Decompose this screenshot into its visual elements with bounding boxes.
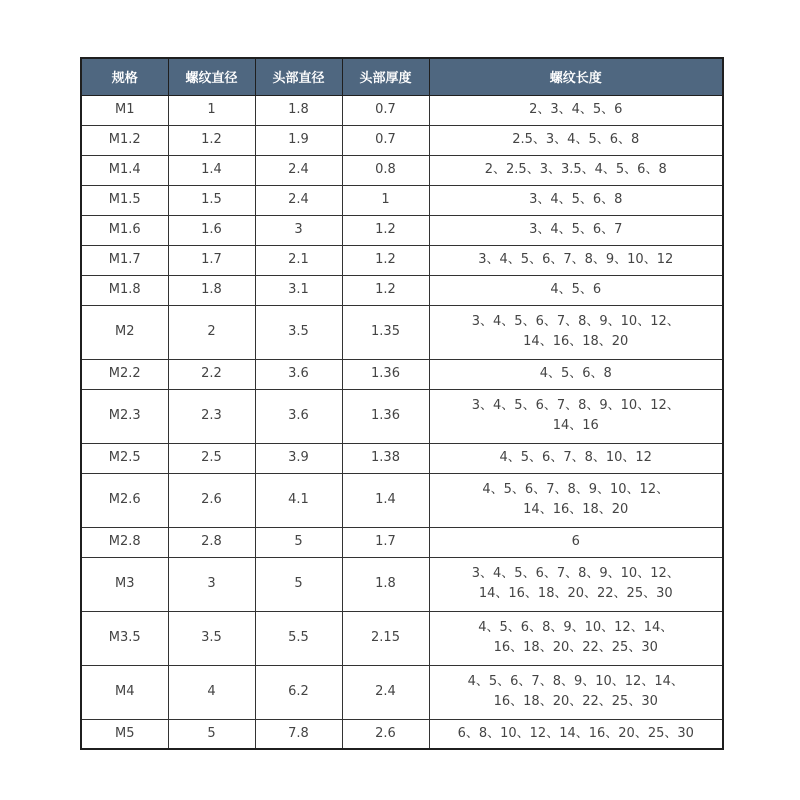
cell-thread-length [429,359,723,389]
cell-spec: M2.3 [81,389,168,443]
thread-length-text: 4、5、6、8 [539,366,612,381]
cell-head-thickness: 1.2 [342,275,429,305]
thread-length-text: 3、4、5、6、7、8、9、10、12 [478,252,674,267]
cell-head-diameter: 3.6 [255,359,342,389]
cell-thread-diameter: 2.8 [168,527,255,557]
cell-spec: M1.8 [81,275,168,305]
cell-head-thickness: 1.2 [342,215,429,245]
cell-head-diameter: 3.9 [255,443,342,473]
cell-head-diameter: 2.1 [255,245,342,275]
thread-length-text: 3、4、5、6、7、8、9、10、12、 14、16、18、20、22、25、30 [471,566,680,601]
cell-head-thickness: 1.38 [342,443,429,473]
header-thread-diameter: 螺纹直径 [168,58,255,95]
cell-thread-length [429,305,723,359]
cell-thread-diameter: 2.2 [168,359,255,389]
cell-thread-diameter: 3 [168,557,255,611]
cell-head-thickness: 0.8 [342,155,429,185]
table-row [81,557,723,611]
cell-spec: M2 [81,305,168,359]
cell-thread-length [429,611,723,665]
header-head-thickness: 头部厚度 [342,58,429,95]
cell-head-thickness: 2.4 [342,665,429,719]
cell-head-diameter: 5 [255,527,342,557]
cell-head-diameter: 3.1 [255,275,342,305]
table-row [81,185,723,215]
cell-head-diameter: 5.5 [255,611,342,665]
cell-head-diameter: 1.9 [255,125,342,155]
thread-length-text: 4、5、6、7、8、9、10、12、14、 16、18、20、22、25、30 [467,674,684,709]
thread-length-text: 3、4、5、6、8 [529,192,623,207]
cell-head-diameter: 2.4 [255,155,342,185]
cell-spec: M1.7 [81,245,168,275]
cell-head-diameter: 4.1 [255,473,342,527]
cell-thread-diameter: 4 [168,665,255,719]
cell-thread-length [429,665,723,719]
cell-thread-length [429,473,723,527]
cell-thread-diameter: 5 [168,719,255,749]
cell-head-thickness: 2.6 [342,719,429,749]
cell-spec: M4 [81,665,168,719]
table-row [81,473,723,527]
cell-spec: M2.8 [81,527,168,557]
cell-head-thickness: 1.2 [342,245,429,275]
cell-head-thickness: 1.8 [342,557,429,611]
thread-length-text: 6 [571,534,580,549]
header-row [81,58,723,95]
table-row [81,389,723,443]
cell-spec: M1.4 [81,155,168,185]
cell-head-thickness: 1.7 [342,527,429,557]
thread-length-text: 4、5、6、7、8、9、10、12、 14、16、18、20 [482,482,670,517]
cell-head-diameter: 3.6 [255,389,342,443]
header-head-diameter: 头部直径 [255,58,342,95]
table-row [81,95,723,125]
header-spec: 规格 [81,58,168,95]
cell-thread-length [429,389,723,443]
cell-spec: M1.5 [81,185,168,215]
cell-head-diameter: 1.8 [255,95,342,125]
cell-thread-length [429,557,723,611]
cell-thread-length [429,125,723,155]
cell-spec: M3.5 [81,611,168,665]
cell-thread-diameter: 2.5 [168,443,255,473]
cell-thread-diameter: 1 [168,95,255,125]
cell-thread-length [429,95,723,125]
cell-spec: M1 [81,95,168,125]
cell-spec: M3 [81,557,168,611]
cell-head-diameter: 3.5 [255,305,342,359]
cell-head-diameter: 6.2 [255,665,342,719]
cell-head-diameter: 3 [255,215,342,245]
thread-length-text: 4、5、6、8、9、10、12、14、 16、18、20、22、25、30 [478,620,674,655]
table-header [81,58,723,95]
cell-head-thickness: 0.7 [342,95,429,125]
cell-head-diameter: 5 [255,557,342,611]
thread-length-text: 3、4、5、6、7、8、9、10、12、 14、16 [471,398,680,433]
thread-length-text: 2.5、3、4、5、6、8 [512,132,640,147]
table-row [81,611,723,665]
thread-length-text: 4、5、6、7、8、10、12 [499,450,652,465]
cell-head-thickness: 1.36 [342,359,429,389]
cell-spec: M1.2 [81,125,168,155]
cell-head-thickness: 0.7 [342,125,429,155]
cell-spec: M1.6 [81,215,168,245]
cell-thread-diameter: 1.6 [168,215,255,245]
cell-thread-diameter: 1.5 [168,185,255,215]
cell-thread-length [429,185,723,215]
cell-thread-diameter: 2.6 [168,473,255,527]
table-row [81,719,723,749]
thread-length-text: 6、8、10、12、14、16、20、25、30 [457,725,694,741]
table-row [81,245,723,275]
cell-thread-length [429,443,723,473]
thread-length-text: 3、4、5、6、7 [529,222,623,237]
cell-thread-diameter: 3.5 [168,611,255,665]
header-thread-length: 螺纹长度 [429,58,723,95]
cell-thread-diameter: 1.4 [168,155,255,185]
cell-head-thickness: 2.15 [342,611,429,665]
cell-spec: M2.5 [81,443,168,473]
cell-head-thickness: 1.35 [342,305,429,359]
cell-thread-length [429,215,723,245]
screw-spec-table [80,57,724,750]
table-row [81,305,723,359]
cell-thread-length [429,719,723,749]
cell-head-thickness: 1.4 [342,473,429,527]
cell-thread-diameter: 1.2 [168,125,255,155]
cell-thread-diameter: 1.7 [168,245,255,275]
thread-length-text: 2、3、4、5、6 [529,102,623,117]
cell-thread-length [429,527,723,557]
table-row [81,125,723,155]
cell-thread-length [429,245,723,275]
table-row [81,527,723,557]
table-row [81,275,723,305]
table-row [81,359,723,389]
cell-spec: M5 [81,719,168,749]
cell-head-thickness: 1.36 [342,389,429,443]
table-body [81,95,723,749]
table-row [81,215,723,245]
cell-thread-diameter: 2 [168,305,255,359]
table-row [81,443,723,473]
cell-spec: M2.2 [81,359,168,389]
cell-thread-diameter: 2.3 [168,389,255,443]
cell-head-diameter: 2.4 [255,185,342,215]
cell-spec: M2.6 [81,473,168,527]
cell-thread-diameter: 1.8 [168,275,255,305]
thread-length-text: 4、5、6 [550,282,602,297]
cell-head-diameter: 7.8 [255,719,342,749]
thread-length-text: 3、4、5、6、7、8、9、10、12、 14、16、18、20 [471,314,680,349]
cell-thread-length [429,275,723,305]
thread-length-text: 2、2.5、3、3.5、4、5、6、8 [484,162,667,177]
cell-thread-length [429,155,723,185]
table-row [81,155,723,185]
cell-head-thickness: 1 [342,185,429,215]
table-row [81,665,723,719]
